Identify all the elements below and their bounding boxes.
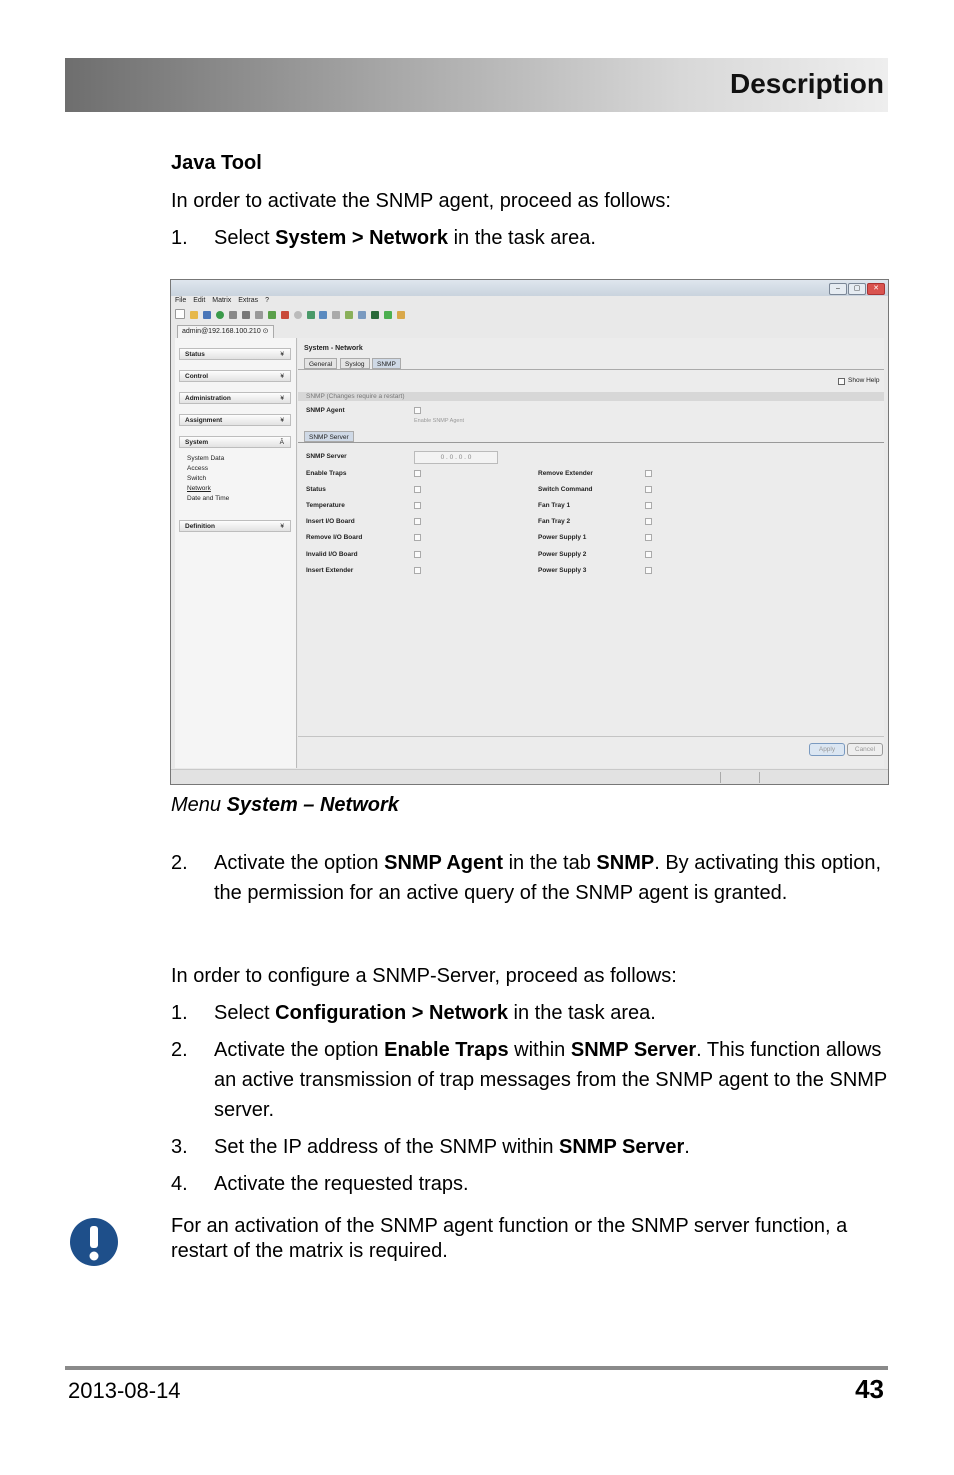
trap-label: Power Supply 3 — [538, 567, 587, 574]
menu-file[interactable]: File — [175, 297, 187, 304]
menu-matrix[interactable]: Matrix — [212, 297, 232, 304]
report-icon[interactable] — [358, 311, 366, 319]
chevron-down-icon: ¥ — [280, 417, 284, 424]
trap-label: Invalid I/O Board — [306, 551, 358, 558]
show-help-checkbox[interactable] — [838, 378, 845, 385]
window-titlebar — [171, 280, 888, 296]
tab-general[interactable]: General — [304, 358, 337, 369]
toolbar — [175, 309, 883, 322]
trap-checkbox[interactable] — [645, 502, 652, 509]
nav-assignment[interactable]: Assignment ¥ — [179, 414, 291, 426]
snmp-server-ip-field[interactable]: 0 . 0 . 0 . 0 — [414, 451, 498, 464]
trap-label: Insert Extender — [306, 567, 354, 574]
status-bar — [171, 769, 888, 785]
trap-label: Remove I/O Board — [306, 534, 363, 541]
session-tab-label: admin@192.168.100.210 — [182, 328, 261, 335]
exclamation-icon — [70, 1218, 118, 1266]
content-panel — [298, 338, 884, 768]
page-header-title: Description — [729, 68, 884, 99]
apply-button[interactable]: Apply — [809, 743, 845, 756]
show-help-label: Show Help — [848, 377, 880, 384]
page-number: 43 — [855, 1374, 884, 1404]
maximize-button[interactable]: ▢ — [848, 283, 866, 295]
trap-checkbox[interactable] — [414, 502, 421, 509]
nav-network[interactable]: Network — [187, 485, 211, 492]
nav-control[interactable]: Control ¥ — [179, 370, 291, 382]
copy-icon[interactable] — [242, 311, 250, 319]
step-text: Select Configuration > Network in the task area. — [214, 1002, 656, 1024]
open-icon[interactable] — [190, 311, 198, 319]
minimize-button[interactable]: – — [829, 283, 847, 295]
trap-checkbox[interactable] — [414, 551, 421, 558]
tab-syslog[interactable]: Syslog — [340, 358, 370, 369]
status-divider — [759, 772, 760, 783]
snmp-agent-checkbox[interactable] — [414, 407, 421, 414]
enable-traps-checkbox[interactable] — [414, 470, 421, 477]
footer-rule — [65, 1366, 888, 1370]
refresh-icon[interactable] — [216, 311, 224, 319]
menu-extras[interactable]: Extras — [238, 297, 259, 304]
session-tab[interactable]: admin@192.168.100.210 ⊙ — [177, 325, 274, 338]
trap-checkbox[interactable] — [414, 534, 421, 541]
trap-label: Power Supply 2 — [538, 551, 587, 558]
snmp-server-label: SNMP Server — [306, 453, 347, 460]
task-area-sidebar — [175, 338, 297, 768]
nav-switch[interactable]: Switch — [187, 475, 207, 482]
trap-checkbox[interactable] — [645, 518, 652, 525]
chevron-down-icon: ¥ — [280, 373, 284, 380]
nav-status[interactable]: Status ¥ — [179, 348, 291, 360]
tab-snmp[interactable]: SNMP — [372, 358, 401, 369]
monitor-icon[interactable] — [371, 311, 379, 319]
chevron-down-icon: ¥ — [280, 351, 284, 358]
checkmark-icon[interactable] — [384, 311, 392, 319]
chevron-down-icon: ¥ — [280, 523, 284, 530]
step-text: Select System > Network in the task area. — [214, 227, 596, 249]
enable-agent-hint: Enable SNMP Agent — [414, 418, 465, 424]
intro-paragraph: In order to configure a SNMP-Server, proceed as follows: — [171, 965, 677, 987]
nav-access[interactable]: Access — [187, 465, 208, 472]
step-text: Set the IP address of the SNMP within SNMP Server. — [214, 1136, 690, 1158]
trap-label: Remove Extender — [538, 470, 593, 477]
menu-help[interactable]: ? — [265, 297, 269, 304]
trap-label: Power Supply 1 — [538, 534, 587, 541]
trap-checkbox[interactable] — [645, 486, 652, 493]
cancel-button[interactable]: Cancel — [847, 743, 883, 756]
save-icon[interactable] — [203, 311, 211, 319]
step-text: Activate the option Enable Traps within SNMP Server. This function allows an active transmission of trap messages from the SNMP agent to the SNMP server. — [214, 1039, 887, 1121]
snmp-agent-label: SNMP Agent — [306, 407, 345, 414]
trap-checkbox[interactable] — [414, 567, 421, 574]
settings-icon[interactable] — [294, 311, 302, 319]
tab-divider — [298, 369, 884, 370]
new-icon[interactable] — [175, 309, 185, 319]
java-tool-screenshot — [170, 279, 889, 785]
trap-checkbox[interactable] — [645, 534, 652, 541]
nav-system-data[interactable]: System Data — [187, 455, 225, 462]
disconnect-icon[interactable] — [281, 311, 289, 319]
footer-date: 2013-08-14 — [68, 1378, 181, 1403]
step-number: 4. — [171, 1173, 188, 1195]
trap-checkbox[interactable] — [645, 470, 652, 477]
trap-label: Switch Command — [538, 486, 593, 493]
trap-label: Status — [306, 486, 326, 493]
step-number: 2. — [171, 852, 188, 874]
status-divider — [720, 772, 721, 783]
trap-label: Fan Tray 2 — [538, 518, 571, 525]
chevron-down-icon: ¥ — [280, 395, 284, 402]
subtab-snmp-server[interactable]: SNMP Server — [304, 431, 354, 442]
step-number: 2. — [171, 1039, 188, 1061]
notice-text: For an activation of the SNMP agent function or the SNMP server function, a restart of the matrix is required. — [171, 1215, 848, 1262]
trap-label: Fan Tray 1 — [538, 502, 571, 509]
button-divider — [298, 736, 884, 737]
trap-checkbox[interactable] — [645, 551, 652, 558]
figure-caption: Menu System – Network — [171, 794, 399, 816]
download-icon[interactable] — [307, 311, 315, 319]
cut-icon[interactable] — [229, 311, 237, 319]
nav-date-and-time[interactable]: Date and Time — [187, 495, 230, 502]
nav-administration[interactable]: Administration ¥ — [179, 392, 291, 404]
section-title: Java Tool — [171, 152, 262, 174]
step-number: 3. — [171, 1136, 188, 1158]
trap-checkbox[interactable] — [645, 567, 652, 574]
snmp-restart-strip: SNMP (Changes require a restart) — [298, 392, 884, 401]
nav-system[interactable]: System Ā — [179, 436, 291, 448]
nav-definition[interactable]: Definition ¥ — [179, 520, 291, 532]
step-number: 1. — [171, 1002, 188, 1024]
connect-icon[interactable] — [268, 311, 276, 319]
step-number: 1. — [171, 227, 188, 249]
upload-icon[interactable] — [319, 311, 327, 319]
trap-checkbox[interactable] — [414, 518, 421, 525]
menu-edit[interactable]: Edit — [193, 297, 206, 304]
panel-title: System - Network — [304, 345, 363, 352]
step-text: Activate the option SNMP Agent in the tab SNMP. By activating this option, the permission for an active query of the SNMP agent is granted. — [214, 852, 882, 904]
paste-icon[interactable] — [255, 311, 263, 319]
menu-bar — [175, 297, 274, 307]
subtab-divider — [298, 442, 884, 443]
trap-label: Enable Traps — [306, 470, 347, 477]
trap-checkbox[interactable] — [414, 486, 421, 493]
export-icon[interactable] — [345, 311, 353, 319]
lock-icon[interactable] — [397, 311, 405, 319]
close-button[interactable]: ✕ — [867, 283, 885, 295]
trap-label: Temperature — [306, 502, 345, 509]
trap-label: Insert I/O Board — [306, 518, 355, 525]
document-icon[interactable] — [332, 311, 340, 319]
step-text: Activate the requested traps. — [214, 1173, 469, 1195]
intro-paragraph: In order to activate the SNMP agent, proceed as follows: — [171, 190, 671, 212]
chevron-up-icon: Ā — [279, 439, 284, 446]
